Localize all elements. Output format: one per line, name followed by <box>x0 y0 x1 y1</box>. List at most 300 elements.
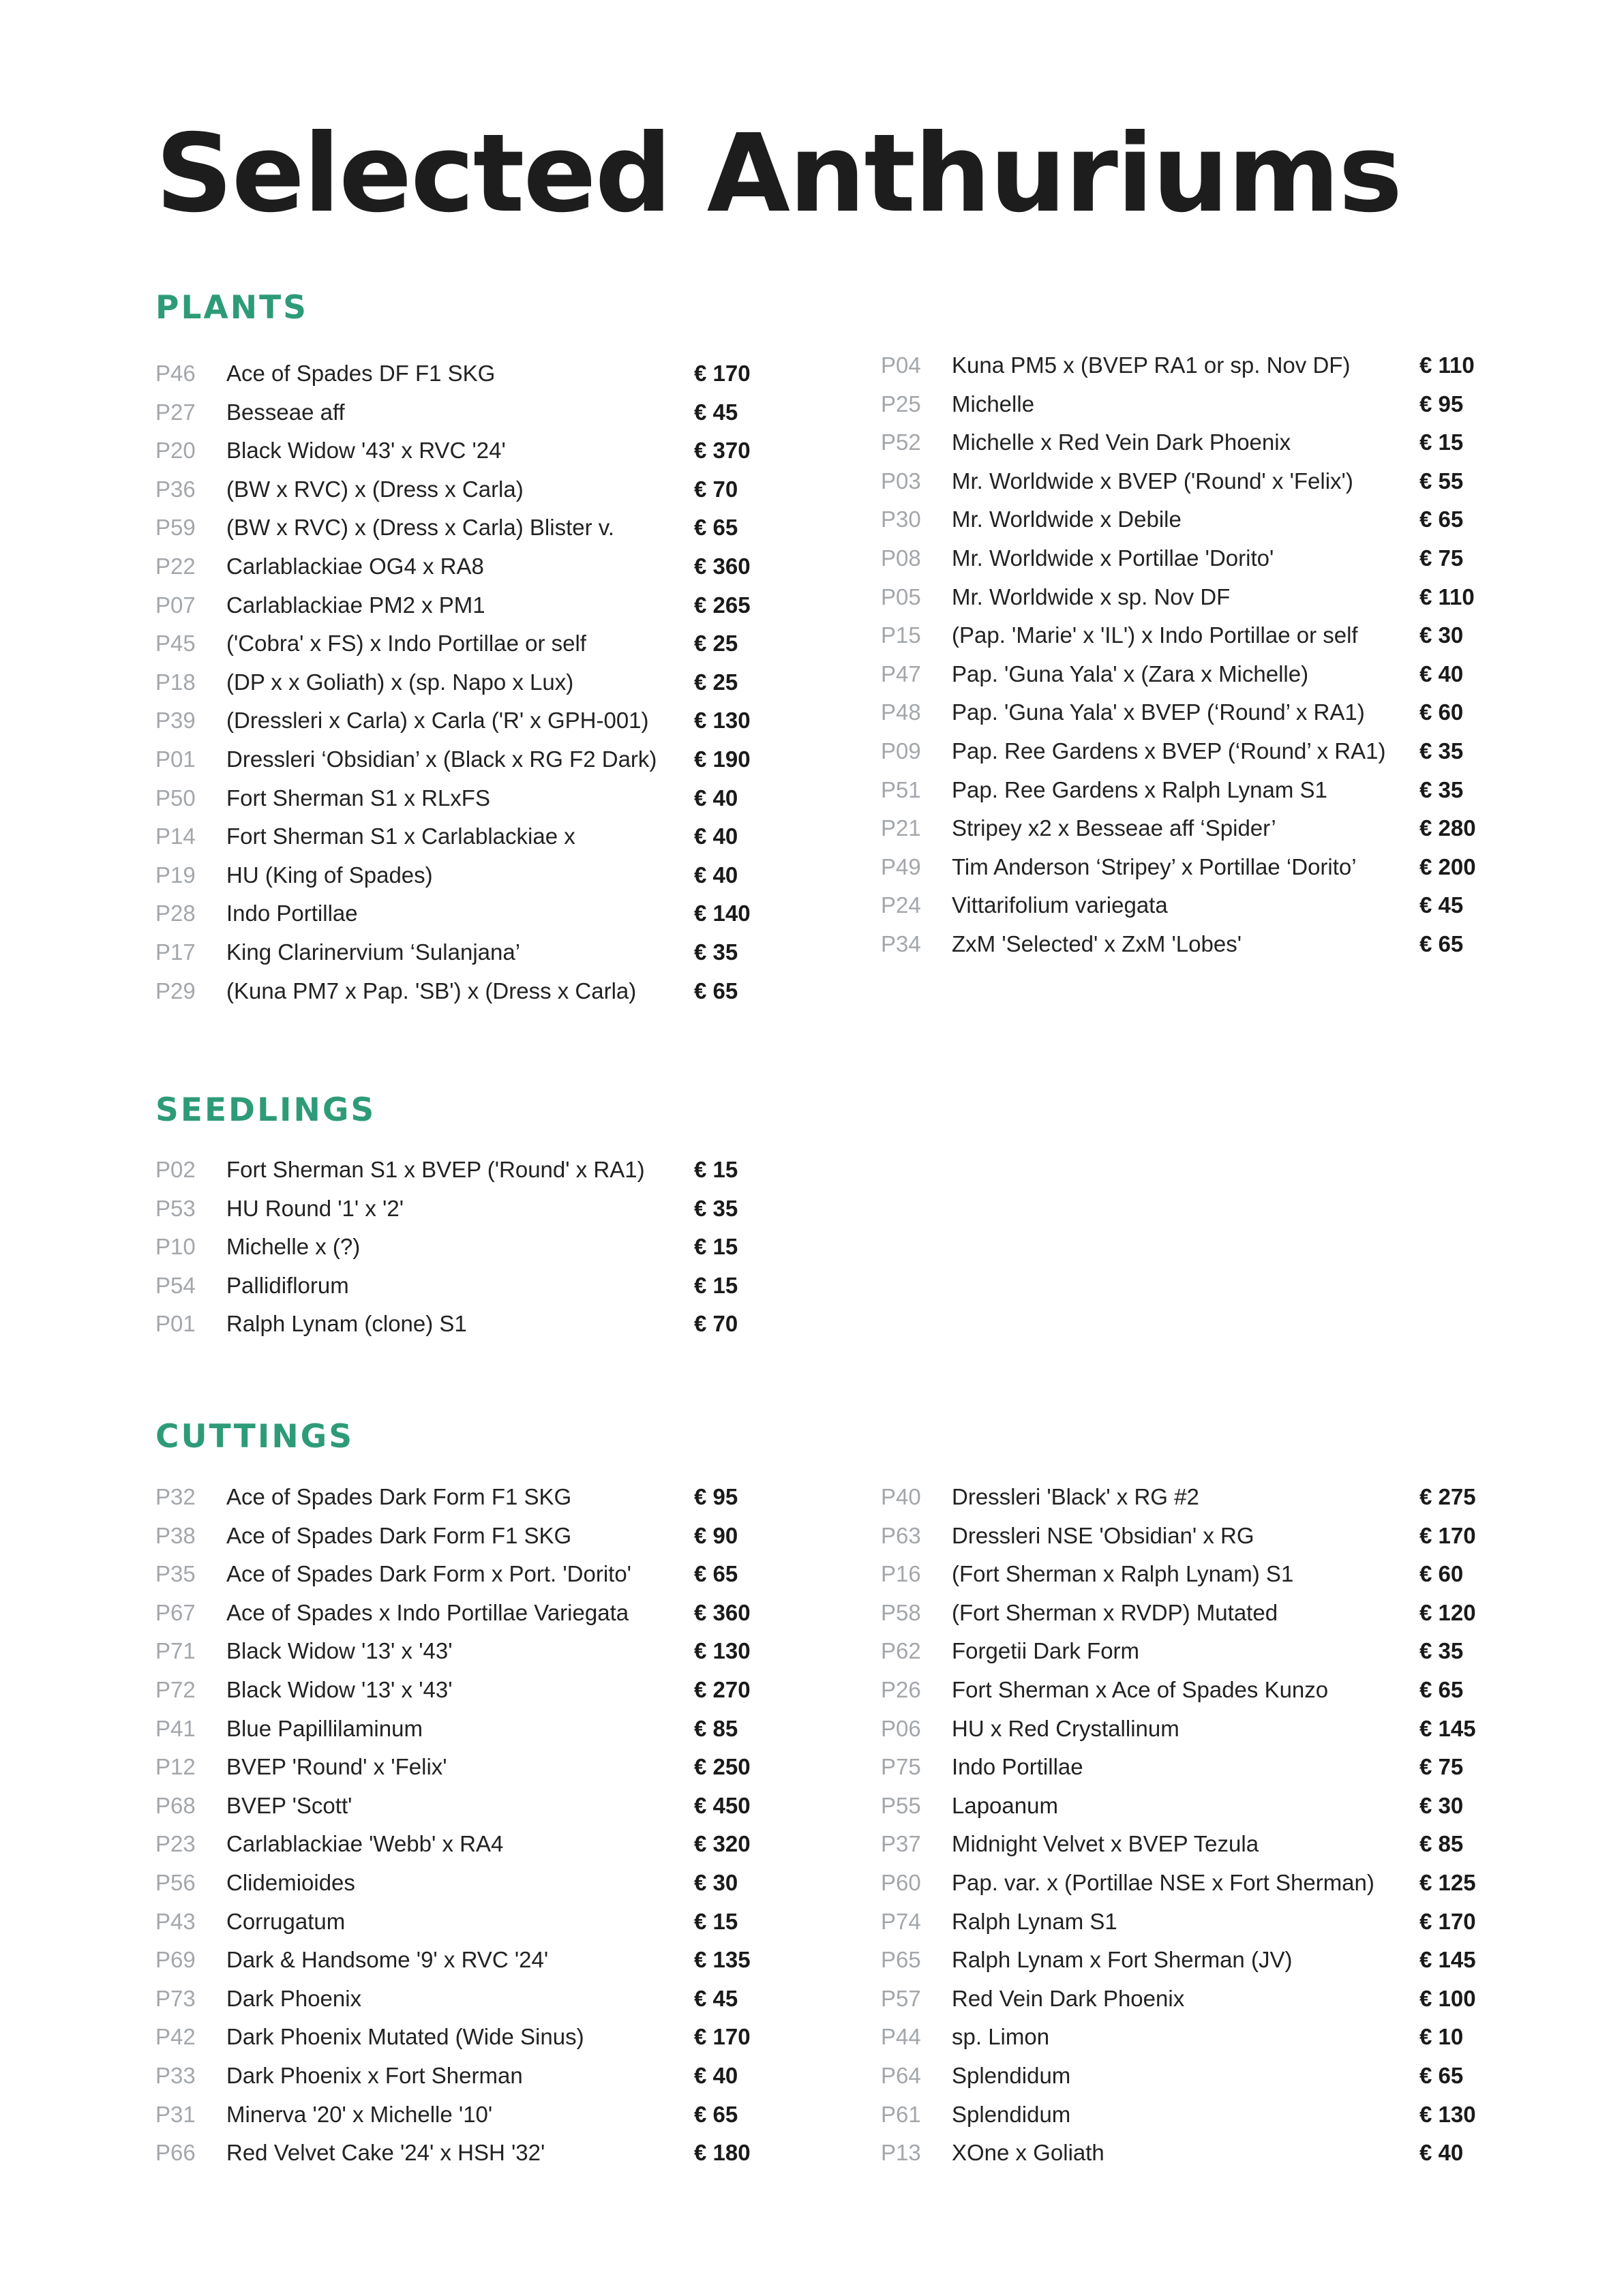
price-list-item <box>155 547 769 586</box>
item-price: € 25 <box>694 669 738 695</box>
item-name: Fort Sherman x Ace of Spades Kunzo <box>952 1676 1329 1702</box>
item-code: P47 <box>881 661 921 686</box>
item-price: € 30 <box>694 1869 738 1895</box>
item-price: € 65 <box>1419 2062 1464 2088</box>
price-list-item <box>881 1555 1494 1594</box>
item-price: € 40 <box>694 862 738 888</box>
item-name: BVEP 'Round' x 'Felix' <box>226 1754 447 1780</box>
item-name: (BW x RVC) x (Dress x Carla) <box>226 476 524 502</box>
item-price: € 70 <box>694 476 738 502</box>
item-code: P05 <box>881 584 921 609</box>
price-list-item <box>155 856 769 895</box>
item-name: sp. Limon <box>952 2024 1050 2050</box>
price-list-item <box>881 886 1494 925</box>
item-price: € 180 <box>694 2140 751 2166</box>
item-price: € 370 <box>694 438 751 464</box>
item-code: P14 <box>155 824 196 849</box>
price-list-item <box>881 423 1494 462</box>
item-price: € 40 <box>1419 2140 1464 2166</box>
item-price: € 15 <box>694 1157 738 1182</box>
plants-list-left <box>155 354 769 1010</box>
price-list-item <box>881 732 1494 771</box>
item-code: P35 <box>155 1561 196 1587</box>
price-list-item <box>881 2018 1494 2057</box>
price-list-item <box>881 809 1494 848</box>
price-list-item <box>155 2134 769 2173</box>
item-name: Fort Sherman S1 x Carlablackiae x <box>226 824 575 849</box>
item-code: P52 <box>881 429 921 455</box>
item-price: € 275 <box>1419 1484 1476 1509</box>
item-code: P10 <box>155 1234 196 1260</box>
price-list-item <box>155 933 769 972</box>
price-list-item <box>155 1748 769 1787</box>
seedlings-list <box>155 1151 769 1344</box>
item-price: € 110 <box>1419 352 1475 378</box>
item-name: (BW x RVC) x (Dress x Carla) Blister v. <box>226 515 614 541</box>
item-name: Pap. Ree Gardens x Ralph Lynam S1 <box>952 776 1327 802</box>
item-code: P07 <box>155 592 196 618</box>
item-name: (Fort Sherman x RVDP) Mutated <box>952 1599 1278 1625</box>
item-code: P04 <box>881 352 921 378</box>
price-list-item <box>155 894 769 933</box>
price-list-item <box>155 701 769 740</box>
item-name: Splendidum <box>952 2101 1071 2127</box>
item-name: Clidemioides <box>226 1869 355 1895</box>
item-price: € 135 <box>694 1947 751 1973</box>
item-name: Pap. 'Guna Yala' x (Zara x Michelle) <box>952 661 1309 686</box>
item-price: € 265 <box>694 592 751 618</box>
item-code: P30 <box>881 507 921 532</box>
item-price: € 120 <box>1419 1599 1476 1625</box>
item-price: € 40 <box>694 785 738 811</box>
item-name: ('Cobra' x FS) x Indo Portillae or self <box>226 631 586 656</box>
item-price: € 45 <box>1419 892 1464 918</box>
item-price: € 65 <box>694 1561 738 1587</box>
item-price: € 200 <box>1419 854 1476 879</box>
item-price: € 450 <box>694 1792 751 1818</box>
item-code: P02 <box>155 1157 196 1182</box>
item-name: Ace of Spades DF F1 SKG <box>226 361 496 386</box>
price-list-item <box>155 509 769 547</box>
item-name: (Dressleri x Carla) x Carla ('R' x GPH-001) <box>226 708 649 734</box>
item-price: € 40 <box>694 824 738 849</box>
item-price: € 250 <box>694 1754 751 1780</box>
price-list-item <box>155 1478 769 1517</box>
price-list-item <box>155 1864 769 1903</box>
item-name: Ralph Lynam x Fort Sherman (JV) <box>952 1947 1293 1973</box>
item-name: Ace of Spades Dark Form F1 SKG <box>226 1484 572 1509</box>
item-price: € 130 <box>694 708 751 734</box>
price-list-item <box>881 346 1494 385</box>
item-code: P13 <box>881 2140 921 2166</box>
item-price: € 170 <box>694 2024 751 2050</box>
item-code: P37 <box>881 1831 921 1857</box>
price-list-item <box>155 586 769 625</box>
item-name: Stripey x2 x Besseae aff ‘Spider’ <box>952 815 1276 841</box>
price-list-item <box>881 1941 1494 1980</box>
item-code: P67 <box>155 1599 196 1625</box>
item-code: P40 <box>881 1484 921 1509</box>
item-price: € 15 <box>694 1234 738 1260</box>
price-list-item <box>881 1517 1494 1556</box>
item-name: Dark Phoenix x Fort Sherman <box>226 2062 523 2088</box>
item-code: P50 <box>155 785 196 811</box>
item-code: P66 <box>155 2140 196 2166</box>
item-price: € 45 <box>694 399 738 425</box>
item-price: € 65 <box>1419 931 1464 956</box>
price-list-item <box>155 972 769 1011</box>
item-code: P56 <box>155 1869 196 1895</box>
item-code: P38 <box>155 1522 196 1548</box>
item-code: P60 <box>881 1869 921 1895</box>
item-price: € 130 <box>694 1638 751 1664</box>
item-code: P09 <box>881 738 921 764</box>
item-price: € 30 <box>1419 1792 1464 1818</box>
item-code: P45 <box>155 631 196 656</box>
item-price: € 190 <box>694 746 751 772</box>
price-list-item <box>881 2096 1494 2134</box>
item-name: Fort Sherman S1 x RLxFS <box>226 785 490 811</box>
item-name: Michelle <box>952 391 1035 417</box>
item-name: Dark Phoenix Mutated (Wide Sinus) <box>226 2024 584 2050</box>
item-price: € 60 <box>1419 1561 1464 1587</box>
item-code: P23 <box>155 1831 196 1857</box>
item-name: Michelle x Red Vein Dark Phoenix <box>952 429 1291 455</box>
item-name: Forgetii Dark Form <box>952 1638 1140 1664</box>
price-list-item <box>155 2096 769 2134</box>
item-code: P25 <box>881 391 921 417</box>
item-code: P06 <box>881 1715 921 1741</box>
item-code: P62 <box>881 1638 921 1664</box>
item-code: P43 <box>155 1908 196 1934</box>
item-name: Dark Phoenix <box>226 1985 362 2011</box>
price-list-item <box>155 779 769 818</box>
item-code: P21 <box>881 815 921 841</box>
item-name: Carlablackiae 'Webb' x RA4 <box>226 1831 504 1857</box>
item-code: P01 <box>155 746 196 772</box>
item-code: P58 <box>881 1599 921 1625</box>
price-list-item <box>881 771 1494 810</box>
item-price: € 30 <box>1419 622 1464 648</box>
item-code: P73 <box>155 1985 196 2011</box>
item-name: Pallidiflorum <box>226 1272 349 1298</box>
item-code: P18 <box>155 669 196 695</box>
price-list-item <box>881 1594 1494 1633</box>
item-name: Pap. Ree Gardens x BVEP (‘Round’ x RA1) <box>952 738 1386 764</box>
item-code: P68 <box>155 1792 196 1818</box>
page-title: Selected Anthuriums <box>155 111 1402 237</box>
price-list-item <box>881 1478 1494 1517</box>
item-price: € 45 <box>694 1985 738 2011</box>
price-list-item <box>881 462 1494 501</box>
item-price: € 360 <box>694 553 751 579</box>
item-price: € 140 <box>694 901 751 926</box>
item-name: (DP x x Goliath) x (sp. Napo x Lux) <box>226 669 574 695</box>
item-price: € 65 <box>694 2101 738 2127</box>
item-code: P32 <box>155 1484 196 1509</box>
price-list-item <box>881 2057 1494 2096</box>
item-name: (Kuna PM7 x Pap. 'SB') x (Dress x Carla) <box>226 978 637 1003</box>
item-name: (Fort Sherman x Ralph Lynam) S1 <box>952 1561 1294 1587</box>
item-name: Ralph Lynam S1 <box>952 1908 1117 1934</box>
item-price: € 15 <box>694 1908 738 1934</box>
item-price: € 55 <box>1419 468 1464 494</box>
item-name: Ralph Lynam (clone) S1 <box>226 1311 467 1337</box>
item-price: € 60 <box>1419 699 1464 725</box>
item-price: € 170 <box>1419 1522 1476 1548</box>
item-price: € 35 <box>694 1195 738 1221</box>
item-name: Midnight Velvet x BVEP Tezula <box>952 1831 1259 1857</box>
price-list-item <box>881 500 1494 539</box>
item-name: King Clarinervium ‘Sulanjana’ <box>226 939 521 965</box>
item-name: Mr. Worldwide x Debile <box>952 507 1182 532</box>
item-price: € 75 <box>1419 545 1464 571</box>
item-name: Ace of Spades Dark Form F1 SKG <box>226 1522 572 1548</box>
item-name: Besseae aff <box>226 399 345 425</box>
item-name: ZxM 'Selected' x ZxM 'Lobes' <box>952 931 1242 956</box>
section-heading-seedlings: SEEDLINGS <box>155 1091 376 1129</box>
item-name: Ace of Spades x Indo Portillae Variegata <box>226 1599 629 1625</box>
item-price: € 170 <box>1419 1908 1476 1934</box>
item-price: € 25 <box>694 631 738 656</box>
item-code: P34 <box>881 931 921 956</box>
item-code: P48 <box>881 699 921 725</box>
item-code: P61 <box>881 2101 921 2127</box>
price-list-item <box>155 1517 769 1556</box>
item-code: P46 <box>155 361 196 386</box>
item-code: P63 <box>881 1522 921 1548</box>
item-name: (Pap. 'Marie' x 'IL') x Indo Portillae or self <box>952 622 1358 648</box>
price-list-item <box>881 848 1494 887</box>
item-code: P12 <box>155 1754 196 1780</box>
price-list-item <box>155 1787 769 1826</box>
item-name: HU x Red Crystallinum <box>952 1715 1179 1741</box>
item-price: € 85 <box>1419 1831 1464 1857</box>
price-list-item <box>881 2134 1494 2173</box>
item-code: P53 <box>155 1195 196 1221</box>
item-code: P03 <box>881 468 921 494</box>
item-price: € 170 <box>694 361 751 386</box>
price-list-item <box>155 1980 769 2019</box>
item-name: Ace of Spades Dark Form x Port. 'Dorito' <box>226 1561 631 1587</box>
price-list-item <box>881 1787 1494 1826</box>
price-list-item <box>155 393 769 432</box>
item-code: P71 <box>155 1638 196 1664</box>
price-list-item <box>881 1710 1494 1749</box>
item-name: Fort Sherman S1 x BVEP ('Round' x RA1) <box>226 1157 645 1182</box>
item-code: P20 <box>155 438 196 464</box>
price-list-item <box>155 663 769 702</box>
item-code: P72 <box>155 1676 196 1702</box>
price-list-item <box>881 616 1494 655</box>
item-price: € 10 <box>1419 2024 1464 2050</box>
price-list-item <box>881 1748 1494 1787</box>
item-name: Vittarifolium variegata <box>952 892 1168 918</box>
item-price: € 85 <box>694 1715 738 1741</box>
item-price: € 270 <box>694 1676 751 1702</box>
item-price: € 95 <box>1419 391 1464 417</box>
cuttings-list-left <box>155 1478 769 2173</box>
item-name: Mr. Worldwide x sp. Nov DF <box>952 584 1231 609</box>
price-list-item <box>155 2057 769 2096</box>
price-list-item <box>155 1941 769 1980</box>
item-price: € 65 <box>694 515 738 541</box>
item-name: HU (King of Spades) <box>226 862 433 888</box>
item-code: P65 <box>881 1947 921 1973</box>
item-price: € 95 <box>694 1484 738 1509</box>
price-list-item <box>155 1632 769 1671</box>
item-code: P27 <box>155 399 196 425</box>
price-list-item <box>881 925 1494 964</box>
item-name: Red Vein Dark Phoenix <box>952 1985 1185 2011</box>
price-list-item <box>881 1632 1494 1671</box>
item-price: € 320 <box>694 1831 751 1857</box>
item-name: BVEP 'Scott' <box>226 1792 352 1818</box>
cuttings-list-right <box>881 1478 1494 2173</box>
item-name: Carlablackiae OG4 x RA8 <box>226 553 484 579</box>
price-list-item <box>155 470 769 509</box>
item-name: Red Velvet Cake '24' x HSH '32' <box>226 2140 545 2166</box>
section-heading-cuttings: CUTTINGS <box>155 1418 355 1455</box>
item-code: P57 <box>881 1985 921 2011</box>
item-name: Kuna PM5 x (BVEP RA1 or sp. Nov DF) <box>952 352 1351 378</box>
item-price: € 75 <box>1419 1754 1464 1780</box>
price-list-item <box>881 1903 1494 1942</box>
item-code: P49 <box>881 854 921 879</box>
item-price: € 110 <box>1419 584 1475 609</box>
item-price: € 70 <box>694 1311 738 1337</box>
item-price: € 40 <box>694 2062 738 2088</box>
price-list-item <box>155 1305 769 1344</box>
item-code: P26 <box>881 1676 921 1702</box>
item-name: Carlablackiae PM2 x PM1 <box>226 592 485 618</box>
price-list-item <box>155 1267 769 1305</box>
item-code: P08 <box>881 545 921 571</box>
price-list-item <box>881 385 1494 424</box>
price-list-item <box>155 1903 769 1942</box>
item-code: P31 <box>155 2101 196 2127</box>
price-list-item <box>155 1594 769 1633</box>
price-list-item <box>881 693 1494 732</box>
item-price: € 280 <box>1419 815 1476 841</box>
item-name: Blue Papillilaminum <box>226 1715 423 1741</box>
item-code: P75 <box>881 1754 921 1780</box>
price-list-item <box>155 1151 769 1190</box>
item-code: P55 <box>881 1792 921 1818</box>
item-price: € 15 <box>694 1272 738 1298</box>
item-name: Mr. Worldwide x Portillae 'Dorito' <box>952 545 1274 571</box>
price-list-item <box>155 2018 769 2057</box>
item-price: € 130 <box>1419 2101 1476 2127</box>
item-name: Michelle x (?) <box>226 1234 361 1260</box>
item-name: Pap. 'Guna Yala' x BVEP (‘Round’ x RA1) <box>952 699 1365 725</box>
item-name: Indo Portillae <box>226 901 358 926</box>
item-code: P33 <box>155 2062 196 2088</box>
item-code: P39 <box>155 708 196 734</box>
item-name: Indo Portillae <box>952 1754 1083 1780</box>
price-list-item <box>155 1555 769 1594</box>
price-list-item <box>881 1980 1494 2019</box>
item-code: P64 <box>881 2062 921 2088</box>
item-name: Black Widow '13' x '43' <box>226 1638 453 1664</box>
item-price: € 100 <box>1419 1985 1476 2011</box>
item-name: Dressleri NSE 'Obsidian' x RG <box>952 1522 1254 1548</box>
item-code: P54 <box>155 1272 196 1298</box>
item-name: Dressleri ‘Obsidian’ x (Black x RG F2 Dark) <box>226 746 657 772</box>
item-code: P01 <box>155 1311 196 1337</box>
item-price: € 35 <box>694 939 738 965</box>
item-name: HU Round '1' x '2' <box>226 1195 404 1221</box>
item-code: P15 <box>881 622 921 648</box>
price-list-item <box>155 1671 769 1710</box>
item-code: P22 <box>155 553 196 579</box>
item-name: Pap. var. x (Portillae NSE x Fort Sherman) <box>952 1869 1374 1895</box>
item-price: € 360 <box>694 1599 751 1625</box>
item-name: XOne x Goliath <box>952 2140 1104 2166</box>
item-name: Dark & Handsome '9' x RVC '24' <box>226 1947 549 1973</box>
item-name: Dressleri 'Black' x RG #2 <box>952 1484 1199 1509</box>
item-name: Black Widow '13' x '43' <box>226 1676 453 1702</box>
item-name: Tim Anderson ‘Stripey’ x Portillae ‘Dorito’ <box>952 854 1357 879</box>
price-list-item <box>155 1825 769 1864</box>
item-code: P59 <box>155 515 196 541</box>
item-code: P16 <box>881 1561 921 1587</box>
item-price: € 145 <box>1419 1947 1476 1973</box>
item-code: P69 <box>155 1947 196 1973</box>
price-list-item <box>155 740 769 779</box>
item-code: P36 <box>155 476 196 502</box>
price-list-item <box>881 1825 1494 1864</box>
item-code: P28 <box>155 901 196 926</box>
price-list-item <box>155 817 769 856</box>
item-price: € 35 <box>1419 738 1464 764</box>
price-list-item <box>155 1710 769 1749</box>
item-code: P51 <box>881 776 921 802</box>
item-price: € 65 <box>1419 507 1464 532</box>
item-price: € 15 <box>1419 429 1464 455</box>
item-name: Mr. Worldwide x BVEP ('Round' x 'Felix') <box>952 468 1353 494</box>
item-code: P74 <box>881 1908 921 1934</box>
item-code: P42 <box>155 2024 196 2050</box>
plants-list-right <box>881 346 1494 964</box>
item-price: € 90 <box>694 1522 738 1548</box>
price-list-item <box>881 1864 1494 1903</box>
item-name: Minerva '20' x Michelle '10' <box>226 2101 493 2127</box>
price-list-item <box>881 1671 1494 1710</box>
item-name: Lapoanum <box>952 1792 1058 1818</box>
item-price: € 145 <box>1419 1715 1476 1741</box>
item-code: P17 <box>155 939 196 965</box>
item-price: € 65 <box>694 978 738 1003</box>
item-price: € 65 <box>1419 1676 1464 1702</box>
price-list-item <box>881 655 1494 694</box>
price-list-item <box>155 354 769 393</box>
price-list-item <box>881 539 1494 578</box>
item-price: € 35 <box>1419 1638 1464 1664</box>
price-list-item <box>881 578 1494 617</box>
item-price: € 125 <box>1419 1869 1476 1895</box>
price-list-item <box>155 1228 769 1267</box>
item-code: P24 <box>881 892 921 918</box>
section-heading-plants: PLANTS <box>155 289 309 327</box>
item-name: Splendidum <box>952 2062 1071 2088</box>
item-code: P19 <box>155 862 196 888</box>
item-code: P29 <box>155 978 196 1003</box>
item-name: Corrugatum <box>226 1908 346 1934</box>
item-price: € 35 <box>1419 776 1464 802</box>
price-list-item <box>155 624 769 663</box>
item-code: P44 <box>881 2024 921 2050</box>
